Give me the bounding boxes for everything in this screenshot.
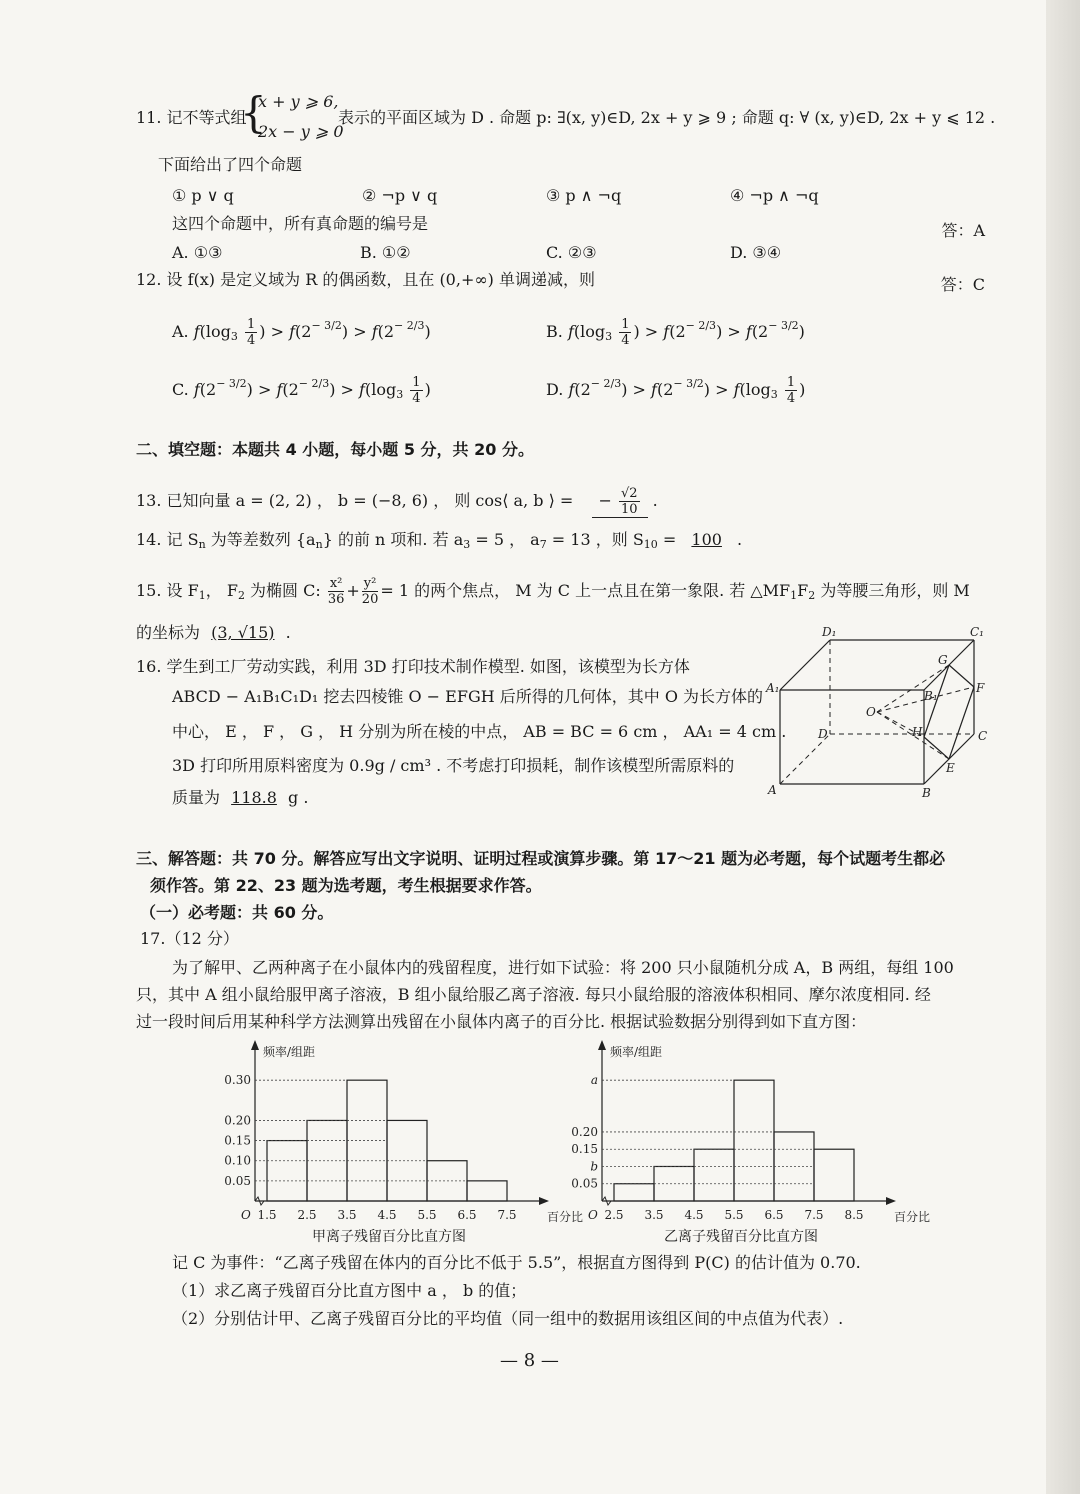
q17-subquestion-1: （1）求乙离子残留百分比直方图中 a ， b 的值； bbox=[172, 1281, 527, 1300]
label-G: G bbox=[938, 653, 948, 667]
q17-para-3: 过一段时间后用某种科学方法测算出残留在小鼠体内离子的百分比. 根据试验数据分别得到如下直方图： bbox=[136, 1012, 867, 1031]
chart-yi-title: 乙离子残留百分比直方图 bbox=[664, 1229, 818, 1245]
y-axis-arrow bbox=[598, 1040, 606, 1050]
histogram-bar bbox=[814, 1149, 854, 1201]
y-tick-label: 0.15 bbox=[224, 1133, 251, 1148]
q11-line2: 下面给出了四个命题 bbox=[158, 155, 303, 174]
q14-line: 14. 记 $S_n$ 为等差数列 $\{a_n\}$ 的前 n 项和. 若 $a_3 = 5$ ， $a_7 = 13$ ，则 $S_{10} = 100$ . bbox=[136, 530, 743, 551]
q17-para-1: 为了解甲、乙两种离子在小鼠体内的残留程度，进行如下试验：将 200 只小鼠随机分成 A，B 两组，每组 100 bbox=[172, 958, 954, 977]
q11-line1 bbox=[136, 108, 247, 128]
x-tick-label: 2.5 bbox=[604, 1208, 624, 1222]
q15-answer: (3, √15) bbox=[211, 623, 275, 642]
q17-para-2: 只，其中 A 组小鼠给服甲离子溶液，B 组小鼠给服乙离子溶液. 每只小鼠给服的溶液体积相同、摩尔浓度相同. 经 bbox=[136, 985, 931, 1004]
y-tick-label: 0.20 bbox=[571, 1124, 598, 1139]
label-F: F bbox=[976, 681, 985, 695]
chart-yi-histogram bbox=[562, 1038, 931, 1228]
histogram-bar bbox=[614, 1184, 654, 1201]
origin-label: O bbox=[588, 1208, 598, 1222]
x-tick-label: 1.5 bbox=[257, 1208, 277, 1222]
x-tick-label: 4.5 bbox=[684, 1208, 704, 1222]
q11-prop-2: ② ¬p ∨ q bbox=[362, 186, 438, 205]
label-B1: B₁ bbox=[924, 689, 938, 703]
section-3-heading-cont: 须作答。第 22、23 题为选考题，考生根据要求作答。 bbox=[150, 876, 542, 895]
y-tick-label: 0.15 bbox=[571, 1142, 598, 1157]
label-A1: A₁ bbox=[766, 681, 780, 695]
q11-option-b: B. ①② bbox=[360, 243, 411, 262]
histogram-bar bbox=[694, 1149, 734, 1201]
q13-line: 13. 已知向量 a = (2, 2) ， b = (−8, 6) ， 则 cos⟨ a, b ⟩ = − $\frac{√2}{10}$ . bbox=[136, 486, 658, 517]
q11-question: 这四个命题中，所有真命题的编号是 bbox=[172, 214, 429, 233]
q12-option-a: A. $f(\log_3$ $\frac{1}{4}$ ) > $f(2^{- 3/2}) > f(2^{- 2/3})$ bbox=[172, 317, 431, 348]
q16-line4: 3D 打印所用原料密度为 0.9g / cm³ . 不考虑打印损耗，制作该模型所需原料的 bbox=[172, 756, 735, 775]
q11-prop-1: ① p ∨ q bbox=[172, 186, 234, 205]
x-tick-label: 4.5 bbox=[377, 1208, 397, 1222]
q17-event: 记 C 为事件：“乙离子残留在体内的百分比不低于 5.5”，根据直方图得到 P(C) 的估计值为 0.70. bbox=[172, 1253, 861, 1272]
q16-line1: 16. 学生到工厂劳动实践，利用 3D 打印技术制作模型. 如图，该模型为长方体 bbox=[136, 657, 690, 676]
chart-jia-histogram bbox=[215, 1038, 584, 1228]
y-tick-label: 0.05 bbox=[571, 1176, 598, 1191]
y-tick-label: 0.30 bbox=[224, 1073, 251, 1088]
q11-option-c: C. ②③ bbox=[546, 243, 597, 262]
histogram-bar bbox=[267, 1141, 307, 1201]
q17-subquestion-2: （2）分别估计甲、乙离子残留百分比的平均值（同一组中的数据用该组区间的中点值为代表）. bbox=[172, 1309, 844, 1328]
x-tick-label: 3.5 bbox=[337, 1208, 357, 1222]
label-C: C bbox=[978, 729, 988, 743]
q11-system-row1: x + y ⩾ 6, bbox=[258, 92, 339, 111]
q12-option-b: B. $f(\log_3$ $\frac{1}{4}$ ) > $f(2^{- 2/3}) > f(2^{- 3/2})$ bbox=[546, 317, 805, 348]
q15-line2: 的坐标为 (3, √15) . bbox=[136, 623, 291, 642]
section-3-sub-heading: （一）必考题：共 60 分。 bbox=[140, 903, 334, 922]
section-3-heading: 三、解答题：共 70 分。解答应写出文字说明、证明过程或演算步骤。第 17～21 题为必考题，每个试题考生都必 bbox=[136, 849, 946, 868]
chart-jia-title: 甲离子残留百分比直方图 bbox=[312, 1229, 466, 1245]
x-tick-label: 5.5 bbox=[417, 1208, 437, 1222]
q11-answer: 答：A bbox=[941, 221, 985, 240]
section-2-heading: 二、填空题：本题共 4 小题，每小题 5 分，共 20 分。 bbox=[136, 440, 534, 459]
x-tick-label: 2.5 bbox=[297, 1208, 317, 1222]
page-number: — 8 — bbox=[500, 1350, 559, 1371]
label-C1: C₁ bbox=[970, 625, 984, 639]
q11-prop-4: ④ ¬p ∧ ¬q bbox=[730, 186, 819, 205]
q11-statement: 表示的平面区域为 D . 命题 p: ∃(x, y)∈D, 2x + y ⩾ 9 ; 命题 q: ∀ (x, y)∈D, 2x + y ⩽ 12 . bbox=[338, 108, 996, 127]
x-tick-label: 5.5 bbox=[724, 1208, 744, 1222]
q12-option-d: D. $f(2^{- 2/3}) > f(2^{- 3/2}) > f(\log_3$ $\frac{1}{4}$ ) bbox=[546, 375, 806, 406]
x-tick-label: 3.5 bbox=[644, 1208, 664, 1222]
q16-line2: ABCD − A₁B₁C₁D₁ 挖去四棱锥 O − EFGH 后所得的几何体，其中 O 为长方体的 bbox=[172, 687, 764, 706]
x-tick-label: 7.5 bbox=[804, 1208, 824, 1222]
q11-prop-3: ③ p ∧ ¬q bbox=[546, 186, 622, 205]
label-D: D bbox=[818, 727, 828, 741]
x-axis-label: 百分比 bbox=[547, 1210, 584, 1224]
x-tick-label: 6.5 bbox=[764, 1208, 784, 1222]
y-axis-label: 频率/组距 bbox=[610, 1045, 663, 1059]
page-edge-shadow bbox=[1046, 0, 1080, 1494]
q11-lead: 11. 记不等式组 bbox=[136, 108, 247, 127]
x-axis-arrow bbox=[539, 1197, 549, 1205]
histogram-bar bbox=[734, 1080, 774, 1201]
x-axis-label: 百分比 bbox=[894, 1210, 931, 1224]
x-tick-label: 6.5 bbox=[457, 1208, 477, 1222]
q12-answer: 答：C bbox=[940, 275, 985, 294]
label-A: A bbox=[768, 783, 777, 797]
q16-answer: 118.8 bbox=[231, 788, 277, 807]
label-E: E bbox=[946, 761, 955, 775]
x-axis-arrow bbox=[886, 1197, 896, 1205]
q16-line3: 中心， E ， F ， G ， H 分别为所在棱的中点， AB = BC = 6 cm ， AA₁ = 4 cm . bbox=[172, 722, 787, 741]
label-D1: D₁ bbox=[822, 625, 837, 639]
label-H: H bbox=[912, 725, 923, 739]
q17-heading: 17.（12 分） bbox=[140, 929, 239, 948]
y-tick-label: 0.20 bbox=[224, 1113, 251, 1128]
y-tick-label: a bbox=[590, 1073, 598, 1088]
y-tick-label: b bbox=[590, 1159, 598, 1174]
q11-brace: { bbox=[240, 88, 267, 137]
y-tick-label: 0.05 bbox=[224, 1173, 251, 1188]
x-tick-label: 7.5 bbox=[497, 1208, 517, 1222]
q11-option-a: A. ①③ bbox=[172, 243, 223, 262]
y-tick-label: 0.10 bbox=[224, 1153, 251, 1168]
cuboid-figure bbox=[760, 624, 1000, 804]
q15-line1: 15. 设 $F_1$， $F_2$ 为椭圆 C: $\frac{\text{x²}}{36}$ + $\frac{\text{y²}}{20}$ = 1 的两个焦点， M 为 C 上一点且在第一象限. 若 $\triangle MF_1F_2$ 为等腰三角形，则 M bbox=[136, 576, 970, 607]
y-axis-label: 频率/组距 bbox=[263, 1045, 316, 1059]
q11-option-d: D. ③④ bbox=[730, 243, 782, 262]
q16-line5: 质量为 118.8 g . bbox=[172, 788, 309, 807]
q14-answer: 100 bbox=[691, 530, 722, 549]
q12-stem: 12. 设 f(x) 是定义域为 R 的偶函数，且在 (0,+∞) 单调递减，则 bbox=[136, 270, 596, 289]
histogram-bar bbox=[467, 1181, 507, 1201]
q12-option-c: C. $f(2^{- 3/2}) > f(2^{- 2/3}) > f(\log_3$ $\frac{1}{4}$ ) bbox=[172, 375, 431, 406]
origin-label: O bbox=[241, 1208, 251, 1222]
x-tick-label: 8.5 bbox=[844, 1208, 864, 1222]
label-O: O bbox=[866, 705, 876, 719]
y-axis-arrow bbox=[251, 1040, 259, 1050]
label-B: B bbox=[922, 786, 931, 800]
q11-system-row2: 2x − y ⩾ 0 bbox=[258, 122, 344, 141]
